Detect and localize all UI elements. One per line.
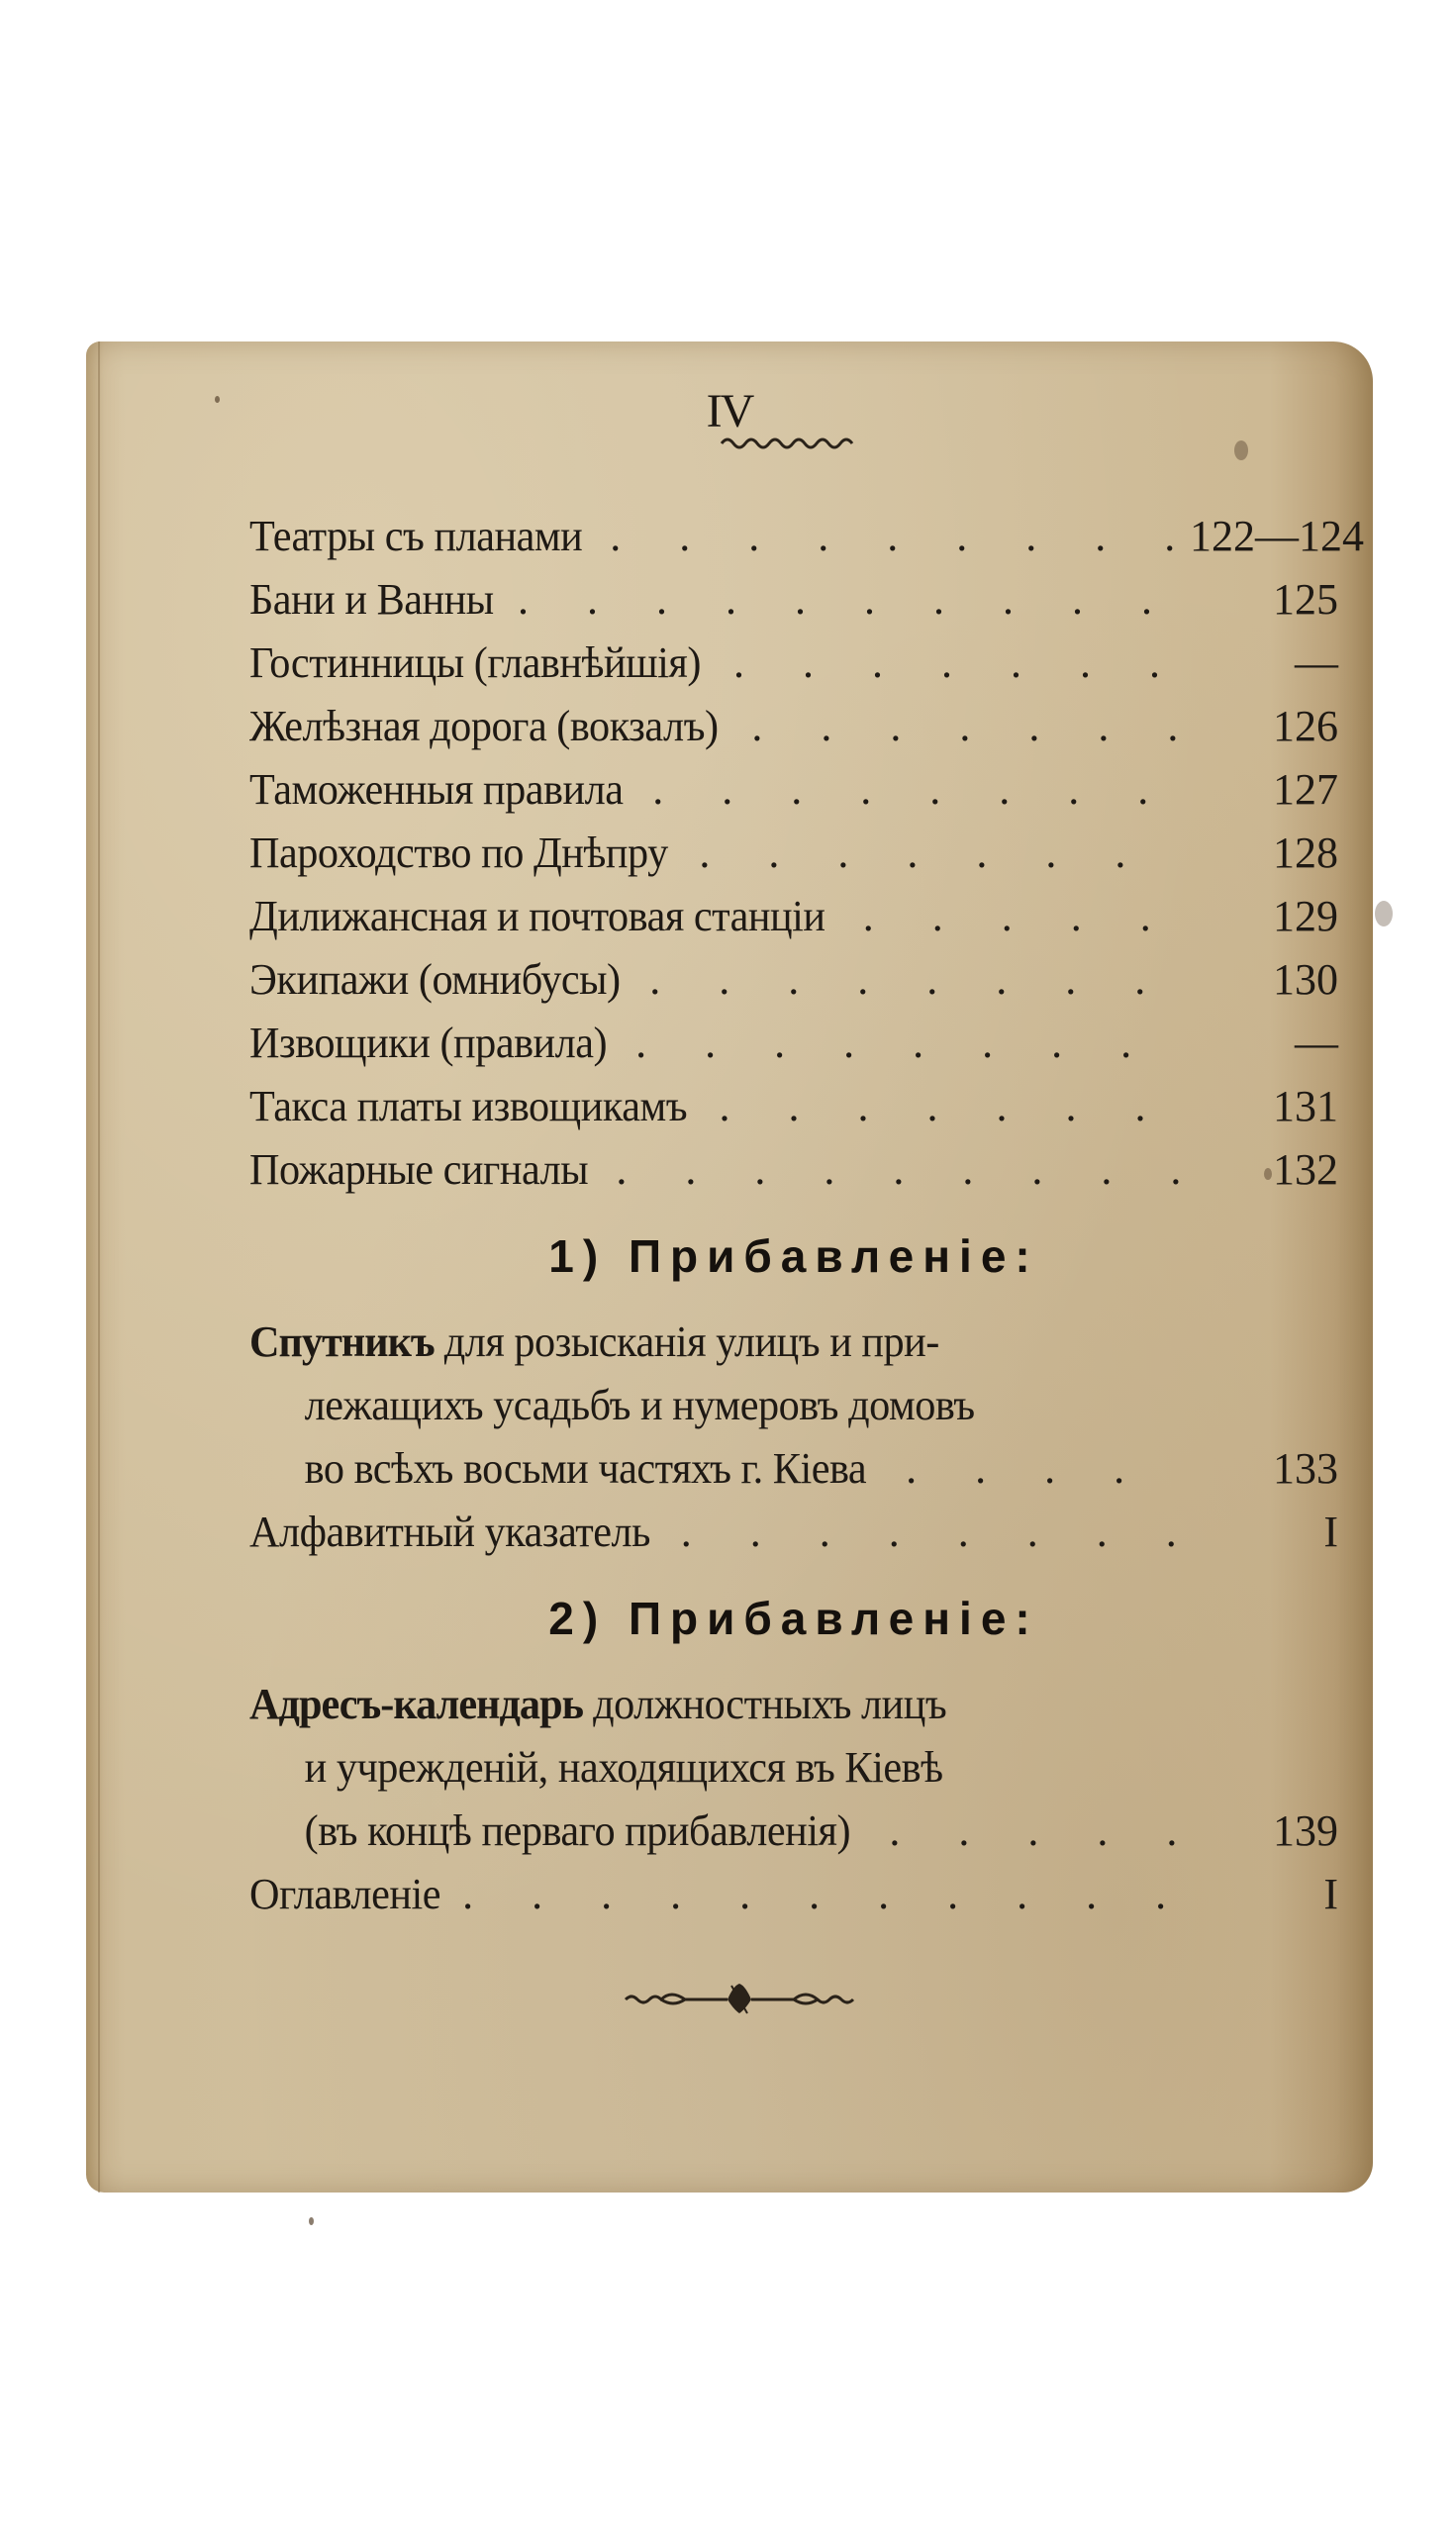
toc-entry-label: Алфавитный указатель	[249, 1508, 650, 1556]
toc-entry-label: Желѣзная дорога (вокзалъ)	[249, 702, 719, 750]
tailpiece-ornament	[621, 1980, 858, 2019]
toc-entry-page: —	[1295, 1019, 1338, 1067]
toc-entry-label: Пожарные сигналы	[249, 1145, 589, 1194]
dot-leader	[685, 822, 1180, 885]
toc-entry-multiline[interactable]	[249, 1311, 1338, 1501]
toc-entry-label-line-1	[249, 1311, 939, 1374]
toc-entry[interactable]	[249, 1863, 1338, 1926]
toc-entry-label: Извощики (правила)	[249, 1019, 608, 1067]
dot-leader	[667, 1501, 1180, 1564]
dot-leader	[849, 885, 1180, 948]
toc-entry-line	[249, 1311, 1338, 1374]
toc-entry[interactable]	[249, 758, 1338, 822]
toc-entry[interactable]	[249, 632, 1338, 695]
toc-entry[interactable]	[249, 1012, 1338, 1075]
toc-entry-bold-title: Спутникъ	[249, 1317, 435, 1366]
supplement-1-heading	[249, 1202, 1338, 1311]
dot-leader	[706, 1075, 1180, 1138]
toc-entry-page: —	[1295, 638, 1338, 687]
toc-entry-page: 129	[1273, 892, 1338, 940]
dot-leader	[602, 1138, 1180, 1202]
toc-entry[interactable]	[249, 948, 1338, 1012]
toc-entry-text: должностныхъ лицъ	[583, 1680, 947, 1728]
toc-entry[interactable]	[249, 568, 1338, 632]
toc-entry-page: 133	[1273, 1444, 1338, 1493]
supplement-heading-word: Прибавленіе:	[628, 1230, 1039, 1282]
dot-leader	[638, 758, 1180, 822]
table-of-contents	[249, 505, 1364, 1926]
dot-leader	[448, 1863, 1180, 1926]
dot-leader	[596, 505, 1180, 568]
toc-entry-label: Экипажи (омнибусы)	[249, 955, 621, 1004]
supplement-heading-number: 2)	[548, 1593, 608, 1644]
toc-entry[interactable]	[249, 885, 1338, 948]
toc-entry[interactable]	[249, 505, 1364, 568]
dot-leader	[622, 1012, 1180, 1075]
paper-stain	[1375, 901, 1393, 926]
toc-entry-label: Таможенныя правила	[249, 765, 624, 814]
page-folio-number: IV	[706, 385, 753, 438]
toc-entry-page: 130	[1273, 955, 1338, 1004]
toc-entry-label: Театры съ планами	[249, 512, 583, 560]
toc-entry-page: I	[1323, 1508, 1338, 1556]
toc-entry-line	[249, 1800, 1338, 1863]
supplement-2-heading	[249, 1564, 1338, 1673]
toc-entry-label: Гостинницы (главнѣйшія)	[249, 638, 701, 687]
toc-entry[interactable]	[249, 1075, 1338, 1138]
toc-entry-label: Пароходство по Днѣпру	[249, 828, 668, 877]
toc-entry-label: Такса платы извощикамъ	[249, 1082, 688, 1130]
toc-entry-label: Оглавленіе	[249, 1870, 441, 1918]
toc-entry-label-line-2: лежащихъ усадьбъ и нумеровъ домовъ	[304, 1381, 975, 1429]
toc-entry-line	[249, 1374, 1338, 1437]
toc-entry-page: 132	[1273, 1145, 1338, 1194]
toc-entry-line	[249, 1736, 1338, 1800]
toc-entry-page: 131	[1273, 1082, 1338, 1130]
toc-entry-label-line-2: и учрежденій, находящихся въ Кіевѣ	[304, 1743, 943, 1792]
toc-entry-page: 128	[1273, 828, 1338, 877]
wavy-rule-ornament	[720, 437, 854, 450]
toc-entry-page: 126	[1273, 702, 1338, 750]
toc-entry-page: 125	[1273, 575, 1338, 624]
dot-leader	[892, 1437, 1180, 1501]
toc-entry[interactable]	[249, 1501, 1338, 1564]
toc-entry-page: 127	[1273, 765, 1338, 814]
toc-entry-label: Бани и Ванны	[249, 575, 494, 624]
dot-leader	[720, 632, 1180, 695]
toc-entry-page: I	[1323, 1870, 1338, 1918]
toc-entry-line	[249, 1437, 1338, 1501]
toc-entry-label: Дилижансная и почтовая станціи	[249, 892, 825, 940]
toc-entry-label-line-3: во всѣхъ восьми частяхъ г. Кіева	[304, 1444, 867, 1493]
toc-entry[interactable]	[249, 1138, 1338, 1202]
toc-entry-label-line-3: (въ концѣ перваго прибавленія)	[304, 1806, 851, 1855]
supplement-heading-number: 1)	[548, 1230, 608, 1282]
toc-entry-page: 139	[1273, 1806, 1338, 1855]
toc-entry[interactable]	[249, 822, 1338, 885]
toc-entry[interactable]	[249, 695, 1338, 758]
book-page	[86, 341, 1373, 2193]
toc-entry-label-line-1	[249, 1673, 946, 1736]
toc-entry-page: 122—124	[1190, 512, 1364, 560]
toc-entry-bold-title: Адресъ-календарь	[249, 1680, 584, 1728]
toc-entry-multiline[interactable]	[249, 1673, 1338, 1863]
dot-leader	[737, 695, 1180, 758]
dot-leader	[875, 1800, 1180, 1863]
dot-leader	[635, 948, 1180, 1012]
paper-speck	[1234, 440, 1248, 460]
toc-entry-text: для розысканія улицъ и при-	[434, 1317, 939, 1366]
dot-leader	[504, 568, 1180, 632]
supplement-heading-word: Прибавленіе:	[628, 1593, 1039, 1644]
toc-entry-line	[249, 1673, 1338, 1736]
paper-speck	[309, 2217, 314, 2225]
